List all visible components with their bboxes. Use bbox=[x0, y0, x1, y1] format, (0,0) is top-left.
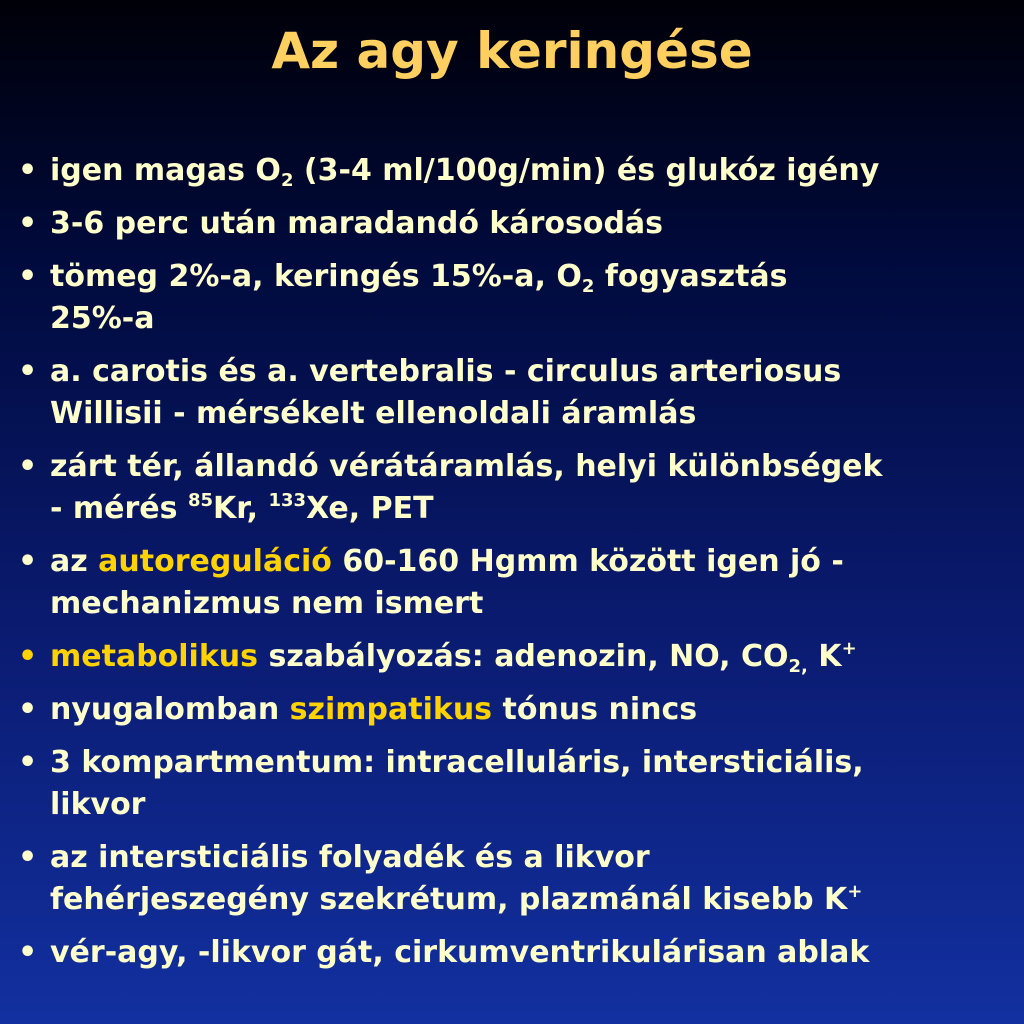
list-item bbox=[14, 446, 1014, 530]
item-text: az bbox=[50, 544, 99, 579]
highlighted-term: szimpatikus bbox=[289, 692, 493, 727]
item-text: zárt tér, állandó vérátáramlás, helyi különbségek - mérés bbox=[50, 449, 883, 526]
list-item bbox=[14, 932, 1014, 974]
item-text: nyugalomban bbox=[50, 692, 290, 727]
subscript: 2 bbox=[280, 170, 294, 191]
item-text: fogyasztás 25%-a bbox=[50, 259, 788, 336]
highlighted-term: metabolikus bbox=[50, 639, 259, 674]
list-item bbox=[14, 150, 1014, 192]
item-text: az intersticiális folyadék és a likvor fehérjeszegény szekrétum, plazmánál kisebb K bbox=[50, 840, 848, 917]
list-item bbox=[14, 689, 1014, 731]
subscript: 2, bbox=[788, 656, 808, 677]
item-text: szabályozás: adenozin, NO, CO bbox=[258, 639, 789, 674]
item-text: vér-agy, -likvor gát, cirkumventrikulárisan ablak bbox=[50, 935, 870, 970]
item-text: Kr, bbox=[213, 491, 269, 526]
item-text: igen magas O bbox=[50, 153, 281, 188]
slide-title: Az agy keringése bbox=[271, 22, 753, 80]
bullet-icon: • bbox=[18, 206, 38, 241]
list-item bbox=[14, 541, 1014, 625]
bullet-icon: • bbox=[18, 449, 38, 484]
bullet-icon: • bbox=[18, 639, 38, 674]
item-text: K bbox=[807, 639, 842, 674]
list-item bbox=[14, 256, 1014, 340]
item-text: (3-4 ml/100g/min) és glukóz igény bbox=[293, 153, 880, 188]
bullet-icon: • bbox=[18, 354, 38, 389]
list-item bbox=[14, 203, 1014, 245]
item-text: a. carotis és a. vertebralis - circulus arteriosus Willisii - mérsékelt ellenoldali áramlás bbox=[50, 354, 842, 431]
bullet-list bbox=[14, 150, 1014, 985]
list-item bbox=[14, 351, 1014, 435]
bullet-icon: • bbox=[18, 153, 38, 188]
bullet-icon: • bbox=[18, 692, 38, 727]
bullet-icon: • bbox=[18, 935, 38, 970]
item-text: 3 kompartmentum: intracelluláris, intersticiális, likvor bbox=[50, 745, 864, 822]
list-item bbox=[14, 837, 1014, 921]
item-text: 60-160 Hgmm között igen jó - mechanizmus nem ismert bbox=[50, 544, 844, 621]
superscript: + bbox=[841, 638, 857, 659]
item-text: 3-6 perc után maradandó károsodás bbox=[50, 206, 664, 241]
subscript: 2 bbox=[581, 276, 595, 297]
item-text: tömeg 2%-a, keringés 15%-a, O bbox=[50, 259, 582, 294]
list-item bbox=[14, 636, 1014, 678]
bullet-icon: • bbox=[18, 544, 38, 579]
bullet-icon: • bbox=[18, 745, 38, 780]
item-text: tónus nincs bbox=[492, 692, 698, 727]
highlighted-term: autoreguláció bbox=[98, 544, 332, 579]
superscript: 85 bbox=[187, 490, 214, 511]
item-text: Xe, PET bbox=[306, 491, 434, 526]
list-item bbox=[14, 742, 1014, 826]
bullet-icon: • bbox=[18, 259, 38, 294]
bullet-icon: • bbox=[18, 840, 38, 875]
superscript: 133 bbox=[268, 490, 307, 511]
superscript: + bbox=[847, 881, 863, 902]
